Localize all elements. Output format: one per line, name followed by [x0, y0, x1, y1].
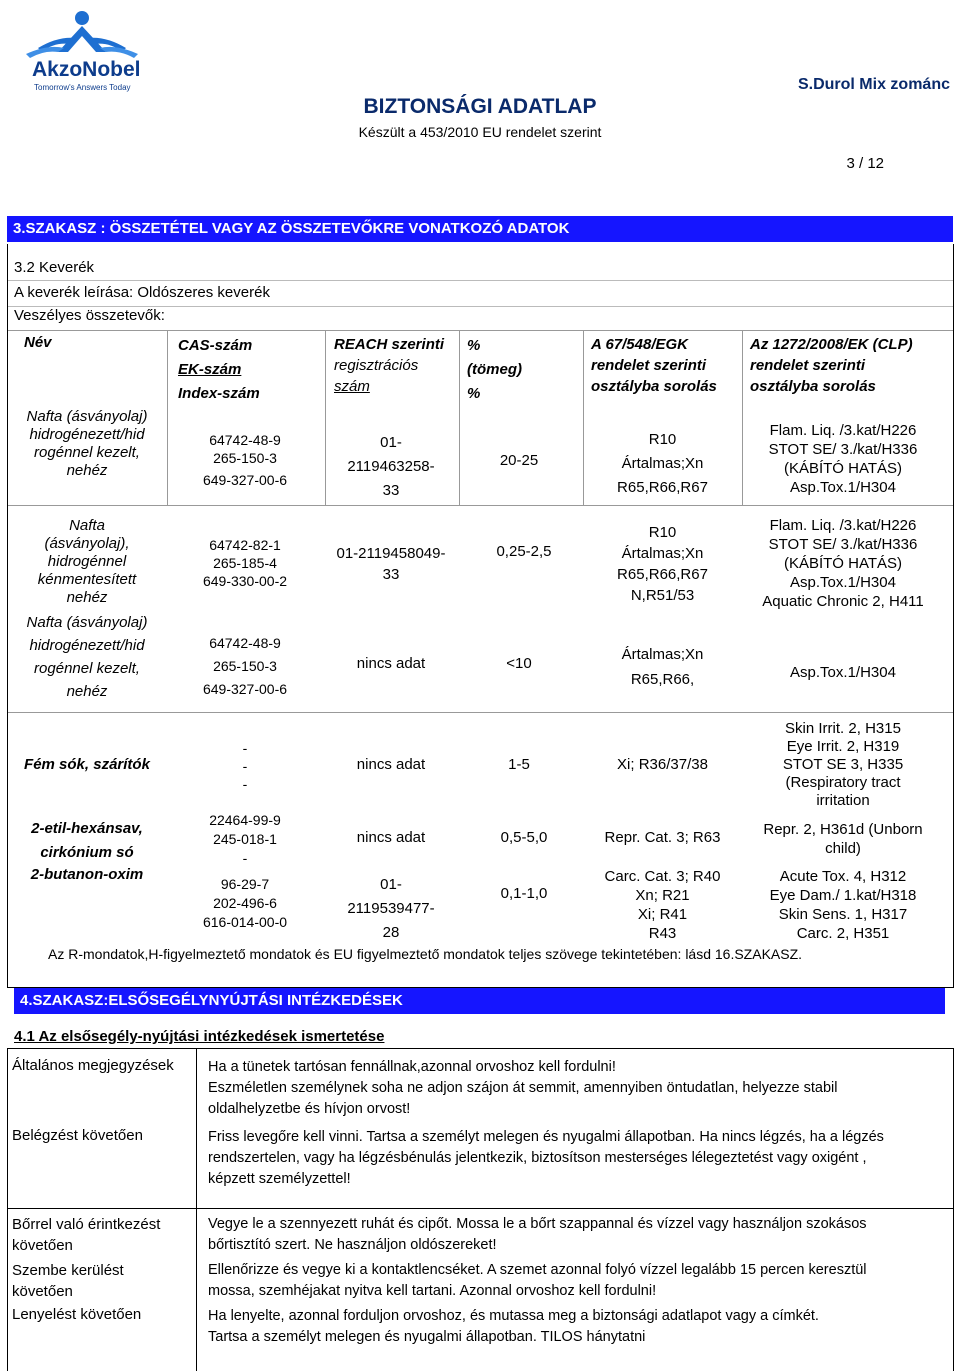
inhalation-line-2: rendszertelen, vagy ha légzésbénulás jelentkezik, biztosítson mesterséges lélegeztetést vagy oxigént , — [208, 1150, 867, 1166]
row3-name-1: Nafta (ásványolaj) — [26, 614, 148, 631]
table-row-6-percent: 0,1-1,0 — [500, 885, 548, 902]
row5-index: - — [242, 850, 248, 866]
row1-clp-1: Flam. Liq. /3.kat/H226 — [769, 422, 917, 439]
row6-reach-3: 28 — [382, 924, 400, 941]
row3-egk-2: R65,R66, — [630, 671, 695, 688]
eye-line-2: mossa, szemhéjakat nyitva kell tartani. Azonnal orvoshoz kell fordulni! — [208, 1283, 657, 1299]
col-header-reach-1: REACH szerinti — [334, 336, 445, 353]
section-4-col-sep — [196, 1048, 197, 1371]
general-line-1: Ha a tünetek tartósan fennállnak,azonnal orvoshoz kell fordulni! — [208, 1059, 616, 1075]
section-3-title: 3.SZAKASZ : ÖSSZETÉTEL VAGY AZ ÖSSZETEVŐKRE VONATKOZÓ ADATOK — [7, 216, 953, 242]
akzonobel-logo-icon — [18, 8, 148, 58]
document-subtitle: Készült a 453/2010 EU rendelet szerint — [358, 124, 602, 140]
row6-reach-1: 01- — [380, 876, 402, 893]
col-header-percent-3: % — [467, 385, 481, 402]
first-aid-label-inhalation: Belégzést követően — [12, 1127, 143, 1144]
col-header-clp-2: rendelet szerinti — [750, 357, 866, 374]
row4-index: - — [242, 776, 248, 792]
table-row-1-name — [12, 408, 162, 480]
row2-clp-1: Flam. Liq. /3.kat/H226 — [769, 517, 917, 534]
table-row-5-clp — [743, 820, 943, 858]
section-4-frame-left — [7, 1048, 8, 1371]
table-row-3-clp: Asp.Tox.1/H304 — [790, 664, 896, 681]
col-header-cas-text: CAS-szám — [178, 337, 253, 354]
row1-clp-2: STOT SE/ 3./kat/H336 — [768, 441, 918, 458]
row3-egk-1: Ártalmas;Xn — [621, 646, 704, 663]
row6-clp-2: Eye Dam./ 1.kat/H318 — [769, 887, 917, 904]
row3-name-4: nehéz — [66, 683, 108, 700]
row1-cas: 64742-48-9 — [209, 432, 281, 448]
row4-clp-4: (Respiratory tract — [785, 774, 901, 791]
row1-name-4: nehéz — [66, 462, 108, 479]
row6-clp-4: Carc. 2, H351 — [796, 925, 890, 942]
table-row-2-percent: 0,25-2,5 — [496, 543, 552, 560]
logo-name: AkzoNobel — [32, 58, 141, 81]
section-3-footnote: Az R-mondatok,H-figyelmeztető mondatok és EU figyelmeztető mondatok teljes szövege tekintetében: lásd 16.SZAKASZ. — [48, 946, 803, 962]
row1-clp-3: (KÁBÍTÓ HATÁS) — [783, 460, 903, 477]
row4-clp-3: STOT SE 3, H335 — [782, 756, 904, 773]
table-row-6-clp — [743, 867, 943, 943]
table-row-4-percent: 1-5 — [508, 756, 530, 773]
col-header-index-text: Index-szám — [178, 385, 260, 402]
table-row-6-name: 2-butanon-oxim — [30, 866, 144, 883]
row1-ek: 265-150-3 — [213, 450, 277, 466]
general-line-2: Eszméletlen személynek soha ne adjon szájon át semmit, amennyiben öntudatlan, helyezze stabil — [208, 1080, 838, 1096]
row6-egk-3: Xi; R41 — [637, 906, 688, 923]
ingestion-line-1: Ha lenyelte, azonnal forduljon orvoshoz, és mutassa meg a biztonsági adatlapot vagy a címkét. — [208, 1308, 819, 1324]
row5-clp-2: child) — [825, 840, 861, 857]
inhalation-line-1: Friss levegőre kell vinni. Tartsa a személyt melegen és nyugalmi állapotban. Ha nincs légzés, ha a légzés — [208, 1129, 884, 1145]
col-header-reach — [334, 334, 444, 397]
table-row-2-name — [12, 517, 162, 607]
table-row-4-clp — [743, 720, 943, 810]
row1-egk-1: R10 — [648, 431, 677, 448]
col-header-egk-1: A 67/548/EGK — [591, 336, 688, 353]
row2-clp-4: Asp.Tox.1/H304 — [790, 574, 896, 591]
first-aid-label-skin — [12, 1214, 160, 1256]
row2-name-3: hidrogénnel — [47, 553, 127, 570]
table-row-4-ids — [170, 739, 320, 793]
table-row-2-clp — [743, 516, 943, 611]
row1-index: 649-327-00-6 — [202, 472, 288, 488]
subsection-3-2: 3.2 Keverék — [14, 259, 95, 276]
row2-clp-2: STOT SE/ 3./kat/H336 — [768, 536, 918, 553]
table-row-2-reach — [326, 543, 456, 585]
col-header-egk — [591, 334, 717, 397]
row3-name-2: hidrogénezett/hid — [29, 637, 145, 654]
row1-name-2: hidrogénezett/hid — [29, 426, 145, 443]
row5-ek: 245-018-1 — [213, 831, 277, 847]
section-4-frame-right — [953, 1048, 954, 1371]
product-name: S.Durol Mix zománc — [797, 76, 950, 93]
row5-clp-1: Repr. 2, H361d (Unborn — [763, 821, 923, 838]
col-header-ek-text: EK-szám — [178, 361, 242, 378]
mixture-description: A keverék leírása: Oldószeres keverék — [14, 284, 270, 301]
ingestion-line-2: Tartsa a személyt melegen és nyugalmi állapotban. TILOS hánytatni — [208, 1329, 646, 1345]
table-row-5-reach: nincs adat — [356, 829, 426, 846]
col-header-clp-3: osztályba sorolás — [750, 378, 876, 395]
table-row-3-ids — [170, 632, 320, 701]
row2-egk-2: Ártalmas;Xn — [621, 545, 704, 562]
table-row-5-egk: Repr. Cat. 3; R63 — [604, 829, 721, 846]
row2-reach-2: 33 — [382, 566, 400, 583]
row3-index: 649-327-00-6 — [202, 681, 288, 697]
subsection-4-1: 4.1 Az elsősegély-nyújtási intézkedések ismertetése — [14, 1028, 385, 1045]
first-aid-text-eye — [208, 1260, 948, 1302]
col-header-egk-2: rendelet szerinti — [591, 357, 707, 374]
row2-egk-1: R10 — [648, 524, 677, 541]
col-header-egk-3: osztályba sorolás — [591, 378, 717, 395]
row2-reach-1: 01-2119458049- — [336, 545, 446, 562]
row2-clp-5: Aquatic Chronic 2, H411 — [762, 593, 924, 610]
table-row-2-egk — [585, 522, 740, 606]
col-header-name: Név — [24, 334, 52, 351]
row6-egk-4: R43 — [648, 925, 677, 942]
first-aid-text-general — [208, 1057, 948, 1120]
row-sep — [8, 712, 953, 713]
row2-name-4: kénmentesített — [37, 571, 137, 588]
row5-name-2: cirkónium só — [40, 844, 134, 861]
divider — [8, 280, 953, 281]
row6-egk-2: Xn; R21 — [635, 887, 690, 904]
row2-name-5: nehéz — [66, 589, 108, 606]
col-header-percent — [467, 334, 522, 406]
col-sep — [459, 330, 460, 505]
table-row-3-reach: nincs adat — [356, 655, 426, 672]
row4-ek: - — [242, 758, 248, 774]
row5-name-1: 2-etil-hexánsav, — [31, 820, 143, 837]
page-number: 3 / 12 — [846, 155, 884, 172]
table-row-5-percent: 0,5-5,0 — [500, 829, 548, 846]
row2-cas: 64742-82-1 — [209, 537, 281, 553]
section-4-table-top — [7, 1048, 954, 1049]
logo — [18, 8, 148, 92]
row-sep — [8, 505, 953, 506]
table-top-rule — [8, 330, 953, 331]
table-row-5-ids — [170, 811, 320, 868]
first-aid-label-ingestion: Lenyelést követően — [12, 1306, 142, 1323]
table-row-1-reach — [326, 431, 456, 503]
row1-egk-2: Ártalmas;Xn — [621, 455, 704, 472]
row5-cas: 22464-99-9 — [209, 812, 281, 828]
skin-label-1: Bőrrel való érintkezést — [12, 1216, 161, 1233]
row6-clp-3: Skin Sens. 1, H317 — [778, 906, 908, 923]
row4-clp-5: irritation — [816, 792, 870, 809]
row6-clp-1: Acute Tox. 4, H312 — [779, 868, 907, 885]
row1-name-3: rogénnel kezelt, — [34, 444, 140, 461]
eye-label-2: követően — [12, 1283, 73, 1300]
col-header-percent-2: (tömeg) — [467, 361, 522, 378]
table-row-1-ids — [170, 431, 320, 489]
row1-name-1: Nafta (ásványolaj) — [26, 408, 148, 425]
table-row-1-egk — [585, 428, 740, 500]
row2-ek: 265-185-4 — [213, 555, 277, 571]
table-row-5-name — [12, 817, 162, 865]
general-line-3: oldalhelyzetbe és hívjon orvost! — [208, 1101, 411, 1117]
row1-reach-1: 01- — [380, 434, 402, 451]
row4-clp-2: Eye Irrit. 2, H319 — [786, 738, 900, 755]
row1-reach-2: 2119463258- — [347, 458, 435, 475]
col-header-percent-1: % — [467, 337, 481, 354]
row2-name-1: Nafta — [69, 517, 105, 534]
eye-line-1: Ellenőrizze és vegye ki a kontaktlencséket. A szemet azonnal folyó vízzel legalább 15 percen keresztül — [208, 1262, 867, 1278]
row2-index: 649-330-00-2 — [202, 573, 288, 589]
row3-name-3: rogénnel kezelt, — [34, 660, 140, 677]
table-row-3-name — [12, 611, 162, 703]
col-sep — [583, 330, 584, 505]
hazardous-components-label: Veszélyes összetevők: — [14, 307, 165, 324]
col-sep — [167, 330, 168, 505]
table-row-6-reach — [326, 873, 456, 945]
row6-ek: 202-496-6 — [213, 895, 277, 911]
table-row-6-ids — [170, 875, 320, 932]
section-4-title: 4.SZAKASZ:ELSŐSEGÉLYNYÚJTÁSI INTÉZKEDÉSEK — [14, 988, 945, 1014]
table-row-4-name: Fém sók, szárítók — [24, 756, 150, 773]
table-row-3-egk — [585, 642, 740, 692]
first-aid-label-general: Általános megjegyzések — [12, 1057, 174, 1074]
inhalation-line-3: képzett személyzettel! — [208, 1171, 351, 1187]
row4-clp-1: Skin Irrit. 2, H315 — [785, 720, 901, 737]
col-header-cas — [178, 334, 260, 406]
skin-label-2: követően — [12, 1237, 73, 1254]
section-3-frame-left — [7, 244, 8, 988]
first-aid-text-inhalation — [208, 1127, 948, 1190]
document-title: BIZTONSÁGI ADATLAP — [363, 95, 597, 118]
row6-cas: 96-29-7 — [220, 876, 270, 892]
row2-egk-3: R65,R66,R67 — [617, 566, 708, 583]
row6-index: 616-014-00-0 — [202, 914, 288, 930]
first-aid-label-eye — [12, 1260, 124, 1302]
col-header-clp — [750, 334, 913, 397]
col-header-clp-1: Az 1272/2008/EK (CLP) — [750, 336, 913, 353]
row2-egk-4: N,R51/53 — [630, 587, 695, 604]
section-4-row-sep — [7, 1208, 954, 1209]
row6-reach-2: 2119539477- — [347, 900, 435, 917]
row1-egk-3: R65,R66,R67 — [617, 479, 708, 496]
col-header-reach-3: szám — [334, 378, 370, 395]
row6-egk-1: Carc. Cat. 3; R40 — [604, 868, 721, 885]
skin-line-2: bőrtisztító szert. Ne használjon oldószereket! — [208, 1237, 497, 1253]
table-row-4-egk: Xi; R36/37/38 — [617, 756, 708, 773]
skin-line-1: Vegye le a szennyezett ruhát és cipőt. Mossa le a bőrt szappannal és vízzel vagy használjon szokásos — [208, 1216, 867, 1232]
row3-ek: 265-150-3 — [213, 658, 277, 674]
table-row-6-egk — [585, 867, 740, 943]
table-row-3-percent: <10 — [506, 655, 532, 672]
section-3-frame-right — [953, 244, 954, 988]
first-aid-text-ingestion — [208, 1306, 948, 1348]
row2-name-2: (ásványolaj), — [44, 535, 130, 552]
row3-cas: 64742-48-9 — [209, 635, 281, 651]
eye-label-1: Szembe kerülést — [12, 1262, 124, 1279]
row2-clp-3: (KÁBÍTÓ HATÁS) — [783, 555, 903, 572]
table-row-2-ids — [170, 536, 320, 590]
table-row-1-percent: 20-25 — [499, 452, 539, 469]
first-aid-text-skin — [208, 1214, 948, 1256]
col-header-reach-2: regisztrációs — [334, 357, 419, 374]
logo-tagline: Tomorrow's Answers Today — [34, 83, 131, 92]
row1-reach-3: 33 — [382, 482, 400, 499]
table-row-4-reach: nincs adat — [356, 756, 426, 773]
table-row-1-clp — [743, 421, 943, 497]
row1-clp-4: Asp.Tox.1/H304 — [790, 479, 896, 496]
row4-cas: - — [242, 740, 248, 756]
